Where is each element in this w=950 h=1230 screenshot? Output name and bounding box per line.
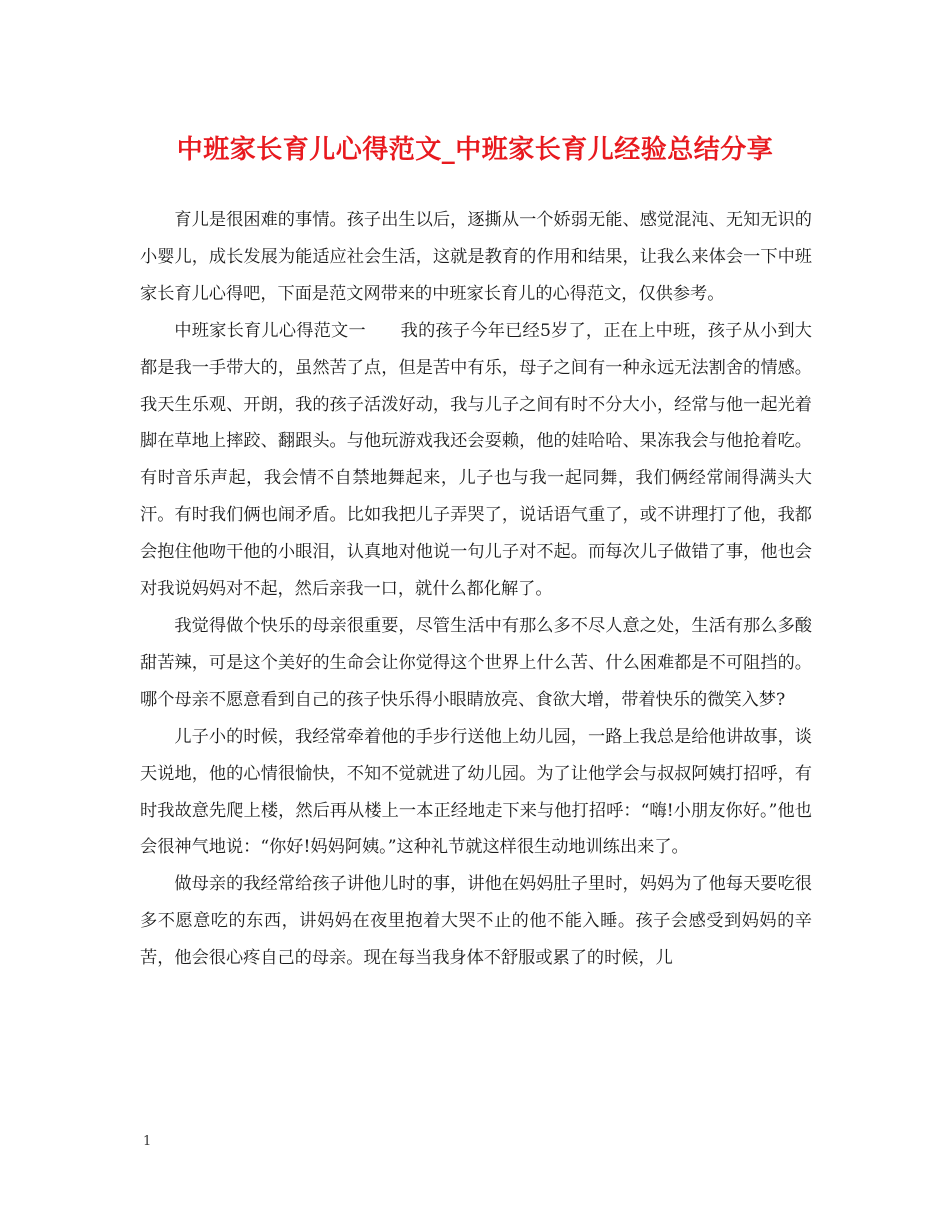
paragraph-happy-mother: 我觉得做个快乐的母亲很重要，尽管生活中有那么多不尽人意之处，生活有那么多酸甜苦辣，可是这个美好的生命会让你觉得这个世界上什么苦、什么困难都是不可阻挡的。哪个母亲不愿意看到自己的孩子快乐得小眼睛放亮、食欲大增，带着快乐的微笑入梦? — [140, 615, 812, 710]
paragraph-intro: 育儿是很困难的事情。孩子出生以后，逐撕从一个娇弱无能、感觉混沌、无知无识的小婴儿，成长发展为能适应社会生活，这就是教育的作用和结果，让我么来体会一下中班家长育儿心得吧，下面是范文网带来的中班家长育儿的心得范文，仅供参考。 — [140, 210, 812, 304]
page-number: 1 — [143, 1134, 152, 1149]
document-title: 中班家长育儿心得范文_中班家长育儿经验总结分享 — [176, 135, 774, 165]
document-body — [140, 202, 812, 977]
paragraph-sample-one: 中班家长育儿心得范文一 我的孩子今年已经5岁了，正在上中班，孩子从小到大都是我一手带大的，虽然苦了点，但是苦中有乐，母子之间有一种永远无法割舍的情感。我天生乐观、开朗，我的孩子活泼好动，我与儿子之间有时不分大小，经常与他一起光着脚在草地上摔跤、翻跟头。与他玩游戏我还会耍赖，他的娃哈哈、果冻我会与他抢着吃。有时音乐声起，我会情不自禁地舞起来，儿子也与我一起同舞，我们俩经常闹得满头大汗。有时我们俩也闹矛盾。比如我把儿子弄哭了，说话语气重了，或不讲理打了他，我都会抱住他吻干他的小眼泪，认真地对他说一句儿子对不起。而每次儿子做错了事，他也会对我说妈妈对不起，然后亲我一口，就什么都化解了。 — [140, 320, 812, 600]
paragraph-kindergarten-walk: 儿子小的时候，我经常牵着他的手步行送他上幼儿园，一路上我总是给他讲故事，谈天说地，他的心情很愉快，不知不觉就进了幼儿园。为了让他学会与叔叔阿姨打招呼，有时我故意先爬上楼，然后再从楼上一本正经地走下来与他打招呼：“嗨!小朋友你好。”他也会很神气地说：“你好!妈妈阿姨。”这种礼节就这样很生动地训练出来了。 — [140, 726, 812, 858]
paragraph-childhood-stories: 做母亲的我经常给孩子讲他儿时的事，讲他在妈妈肚子里时，妈妈为了他每天要吃很多不愿意吃的东西，讲妈妈在夜里抱着大哭不止的他不能入睡。孩子会感受到妈妈的辛苦，他会很心疼自己的母亲。现在每当我身体不舒服或累了的时候，儿 — [140, 874, 812, 969]
